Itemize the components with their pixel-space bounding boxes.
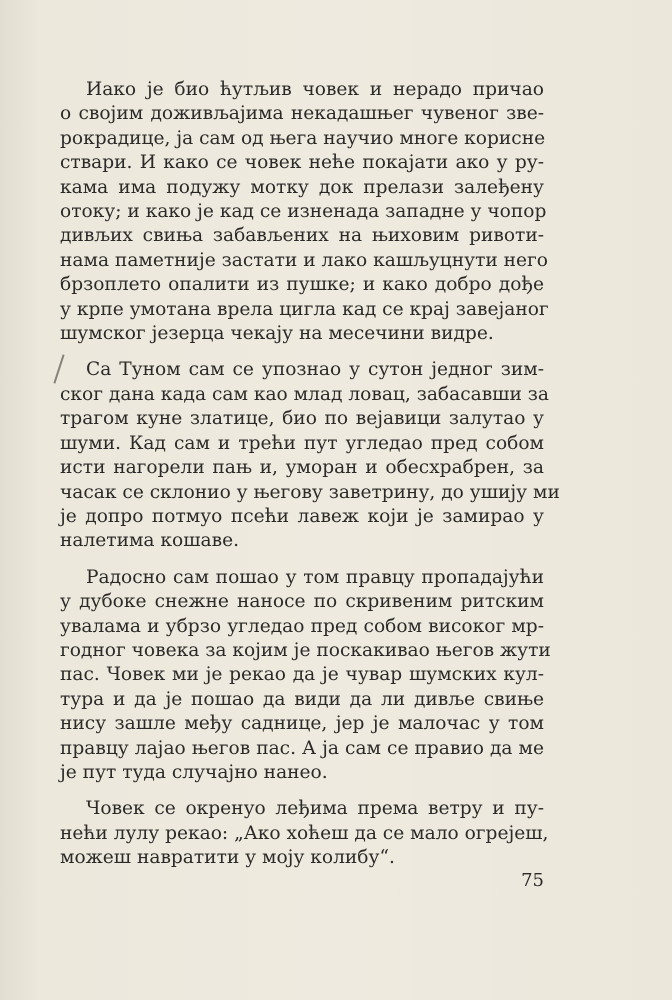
paragraph [60, 358, 560, 553]
text-line: ског дана када сам као млад ловац, забасавши за [60, 383, 549, 405]
text-line: налетима кошаве. [60, 530, 240, 552]
text-line: рокрадице, ја сам од њега научио многе корисне [60, 127, 546, 149]
text-line: Иако је био ћутљив човек и нерадо причао [86, 79, 544, 100]
paragraph [60, 797, 549, 870]
text-line: нама паметније застати и лако кашљуцнути него [60, 249, 548, 271]
text-line: брзоплето опалити из пушке; и како добро дође [60, 274, 544, 296]
text-line: Човек се окренуо леђима према ветру и пу- [86, 798, 544, 820]
text-line: је допро потмуо псећи лавеж који је замирао у [60, 505, 544, 527]
text-line: пас. Човек ми је рекао да је чувар шумских кул- [60, 664, 544, 686]
text-line: нису зашле међу саднице, јер је малочас у том [60, 713, 544, 735]
text-line: отоку; и како је кад се изненада западне у чопор [60, 201, 547, 223]
text-line: је пут туда случајно нанео. [60, 761, 328, 783]
text-line: можеш навратити у моју колибу“. [60, 847, 395, 869]
text-line: кама има подужу мотку док прелази залеђену [60, 176, 544, 198]
text-line: Радосно сам пошао у том правцу пропадајући [86, 566, 544, 588]
text-line: нећи лулу рекао: „Ако хоћеш да се мало огрејеш, [60, 822, 549, 844]
text-line: дивљих свиња забављених на њиховим ривоти- [60, 225, 544, 247]
paragraph [60, 566, 551, 786]
text-line: Са Туном сам се упознао у сутон једног зим- [86, 359, 544, 381]
text-line: исти нагорели пањ и, уморан и обесхрабрен, за [60, 457, 544, 479]
text-line: о својим доживљајима некадашњег чувеног зве- [60, 103, 544, 125]
text-line: трагом куне златице, био по вејавици залутао у [60, 408, 544, 430]
text-line: часак се склонио у његову заветрину, до ушију ми [60, 481, 560, 503]
text-line: годног човека за којим је поскакивао његов жути [60, 639, 551, 661]
page-number: 75 [521, 870, 544, 891]
text-line: у дубоке снежне наносе по скривеним ритским [60, 591, 544, 613]
text-line: ствари. И како се човек неће покајати ако у ру- [60, 152, 544, 174]
paragraph [60, 78, 549, 346]
text-line: шуми. Кад сам и трећи пут угледао пред собом [60, 432, 544, 454]
text-line: тура и да је пошао да види да ли дивље свиње [60, 688, 544, 710]
text-line: у крпе умотана врела цигла кад се крај завејаног [60, 298, 549, 320]
text-line: шумског језерца чекају на месечини видре. [60, 323, 494, 345]
text-line: правцу лајао његов пас. А ја сам се правио да ме [60, 737, 544, 759]
text-line: увалама и убрзо угледао пред собом високог мр- [60, 615, 544, 637]
body-text [60, 78, 560, 883]
